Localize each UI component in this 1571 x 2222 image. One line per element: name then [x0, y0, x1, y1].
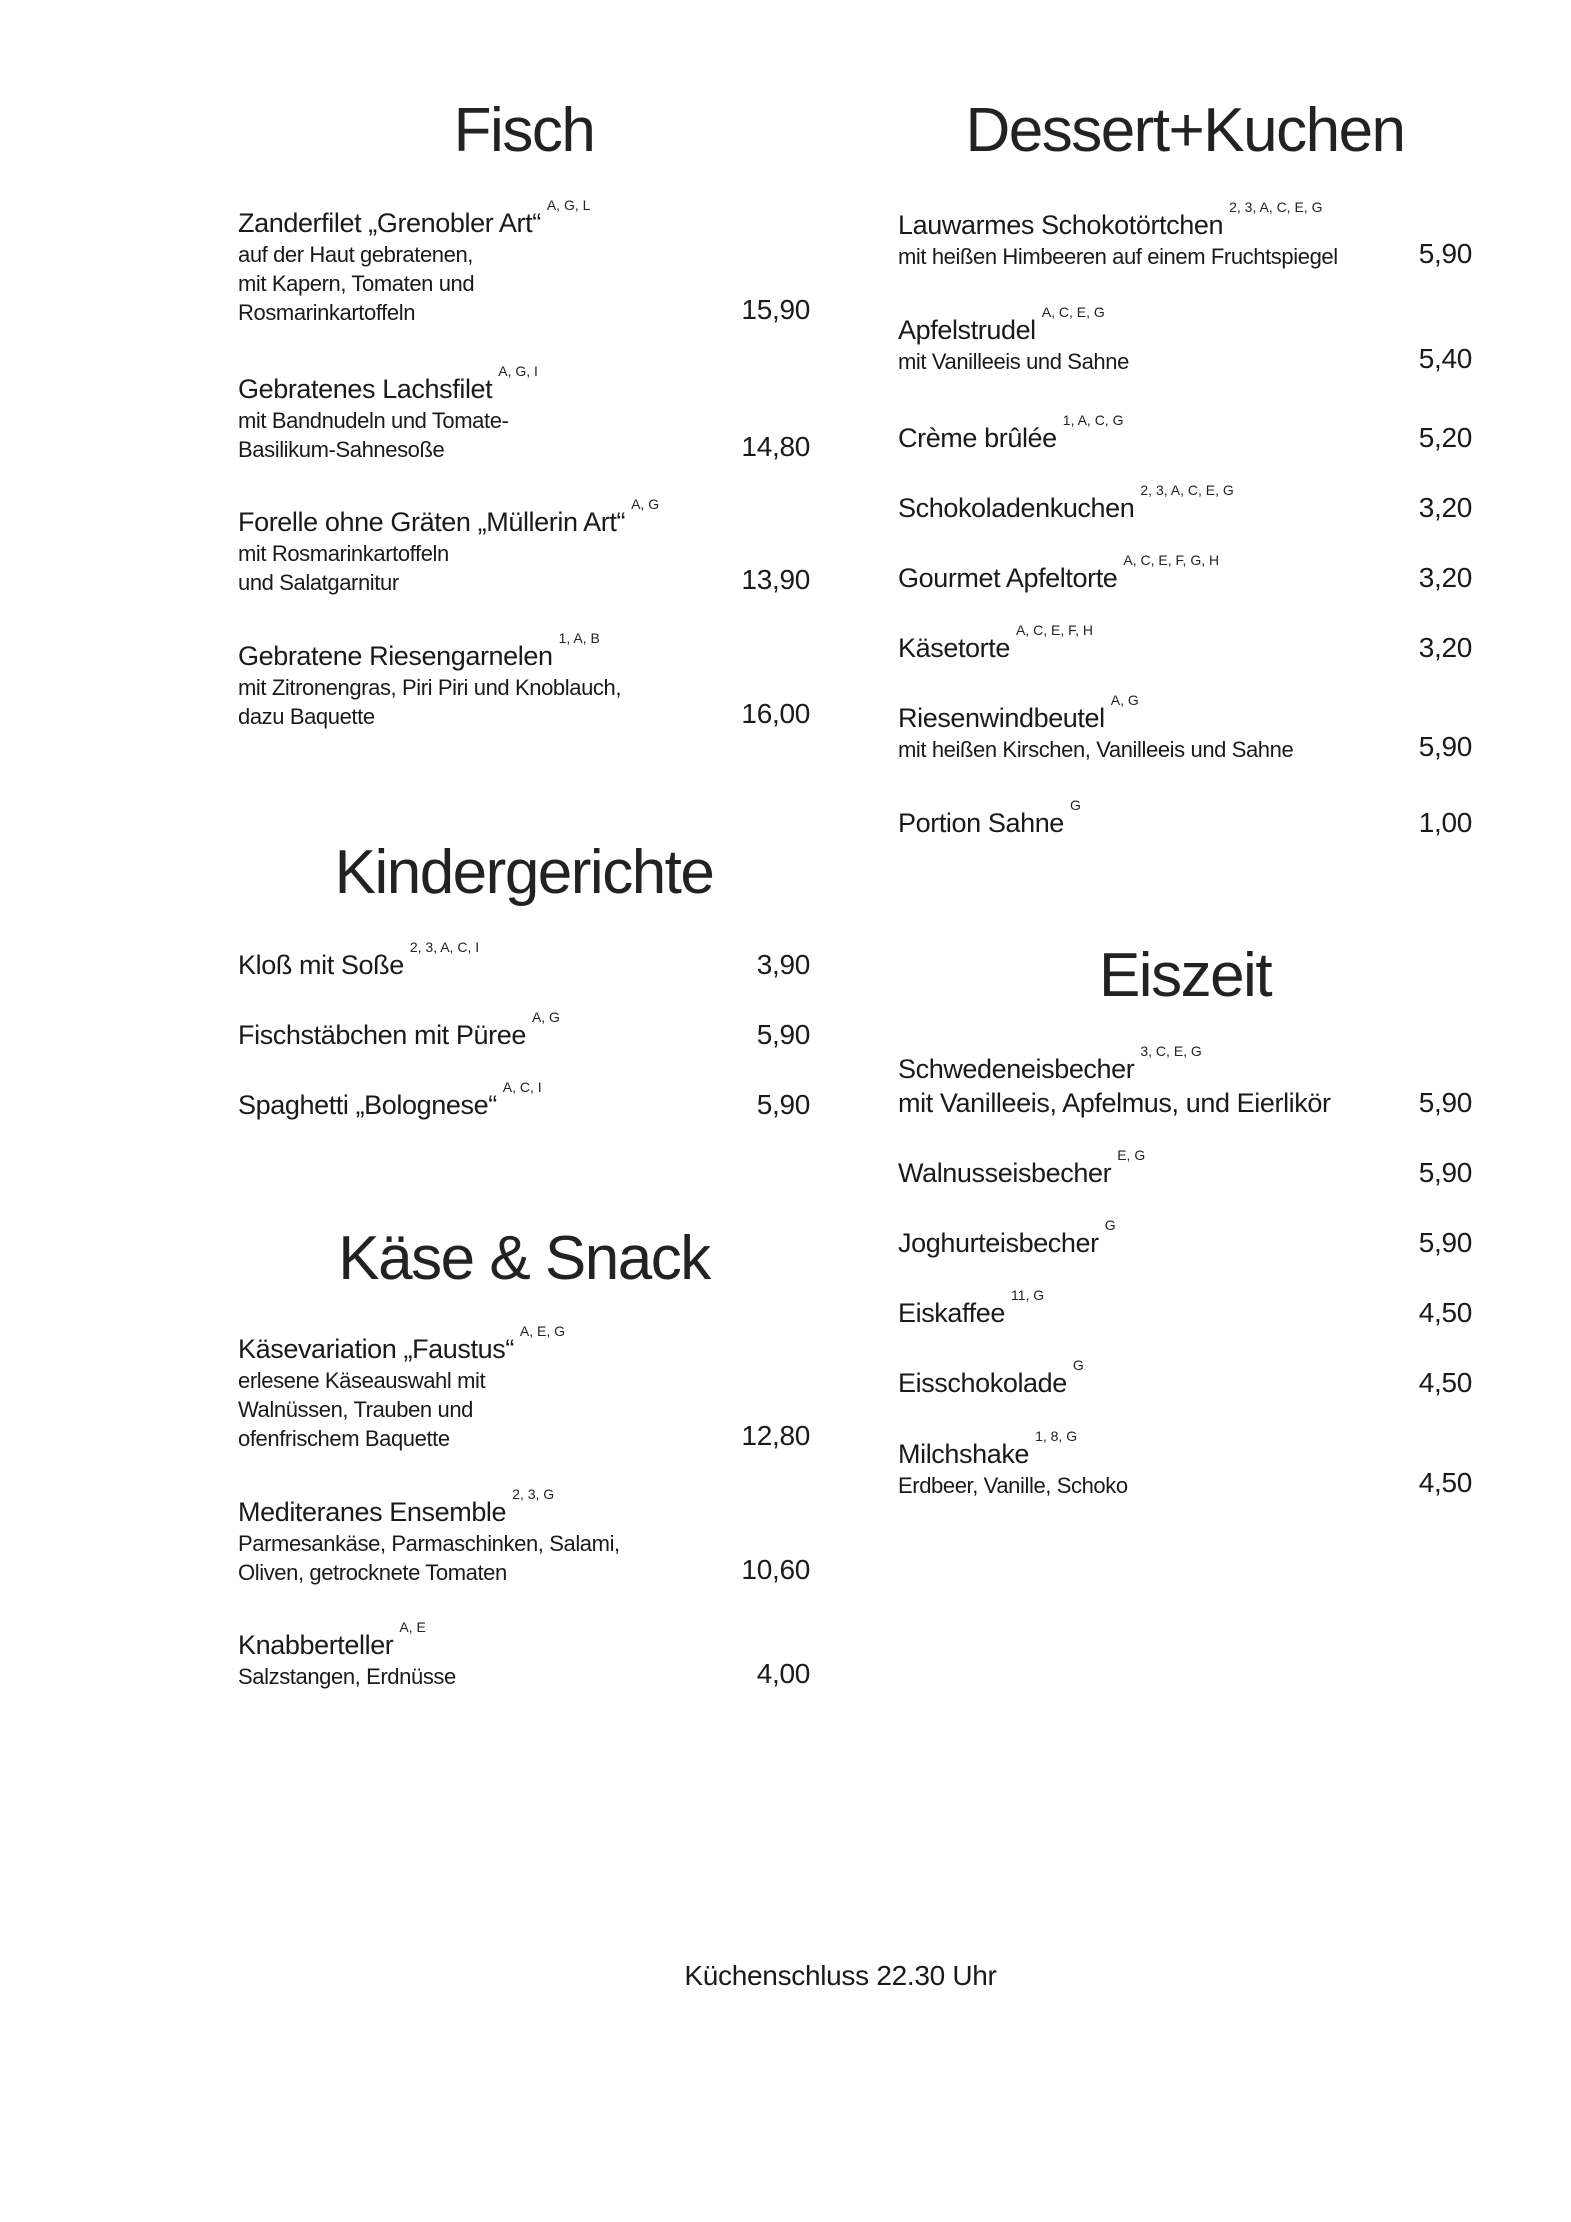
item-desc: mit Rosmarinkartoffeln [238, 541, 449, 566]
menu-item [238, 630, 810, 731]
allergen-codes: 2, 3, A, C, I [409, 939, 480, 955]
item-desc: Rosmarinkartoffeln [238, 300, 416, 325]
item-price: 5,90 [1418, 238, 1472, 269]
allergen-codes: 11, G [1010, 1287, 1045, 1303]
item-name: Schwedeneisbecher3, C, E, G [898, 1052, 1472, 1086]
section-kindergerichte [238, 838, 810, 907]
item-name: Gebratenes LachsfiletA, G, I [238, 372, 810, 406]
section-title-eiszeit: Eiszeit [1098, 941, 1272, 1010]
item-desc: Basilikum-Sahnesoße [238, 437, 445, 462]
allergen-codes: 2, 3, A, C, E, G [1140, 482, 1234, 498]
item-price: 10,60 [741, 1554, 810, 1585]
item-desc: dazu Baquette [238, 704, 375, 729]
menu-item [238, 1619, 810, 1691]
section-title-dessert-kuchen: Dessert+Kuchen [965, 96, 1405, 165]
menu-item [238, 1486, 810, 1587]
item-name: Lauwarmes Schokotörtchen2, 3, A, C, E, G [898, 208, 1472, 242]
item-price: 5,90 [756, 1019, 810, 1050]
menu-item [238, 939, 810, 982]
item-price: 3,20 [1418, 562, 1472, 593]
allergen-codes: A, G [631, 496, 660, 512]
item-price: 5,90 [756, 1089, 810, 1120]
item-name: Eiskaffee11, G [898, 1296, 1472, 1330]
item-name: Zanderfilet „Grenobler Art“A, G, L [238, 206, 810, 240]
item-name: Mediteranes Ensemble2, 3, G [238, 1495, 810, 1529]
item-price: 5,40 [1418, 343, 1472, 374]
menu-item [898, 482, 1472, 525]
section-fisch [238, 96, 810, 165]
item-desc: Walnüssen, Trauben und [238, 1397, 473, 1422]
menu-item [898, 1428, 1472, 1500]
item-desc: mit heißen Himbeeren auf einem Fruchtspiegel [898, 244, 1338, 269]
menu-item [898, 692, 1472, 764]
allergen-codes: G [1069, 797, 1081, 813]
item-price: 4,00 [756, 1658, 810, 1689]
item-name: KnabbertellerA, E [238, 1628, 810, 1662]
item-name: Fischstäbchen mit PüreeA, G [238, 1018, 810, 1052]
item-price: 16,00 [741, 698, 810, 729]
item-name: Portion SahneG [898, 806, 1472, 840]
item-name: Gourmet ApfeltorteA, C, E, F, G, H [898, 561, 1472, 595]
allergen-codes: A, E, G [519, 1323, 566, 1339]
item-desc: mit Vanilleeis, Apfelmus, und Eierlikör [898, 1088, 1331, 1118]
allergen-codes: A, C, I [502, 1079, 542, 1095]
allergen-codes: 1, 8, G [1035, 1428, 1078, 1444]
section-title-kindergerichte: Kindergerichte [334, 838, 714, 907]
item-price: 3,90 [756, 949, 810, 980]
menu-item [238, 1009, 810, 1052]
allergen-codes: A, G [1110, 692, 1139, 708]
menu-item [238, 363, 810, 464]
item-price: 3,20 [1418, 632, 1472, 663]
item-name: Käsevariation „Faustus“A, E, G [238, 1332, 810, 1366]
section-dessert-kuchen [898, 96, 1472, 165]
item-price: 5,20 [1418, 422, 1472, 453]
item-desc: Erdbeer, Vanille, Schoko [898, 1473, 1128, 1498]
item-desc: mit Kapern, Tomaten und [238, 271, 475, 296]
menu-item [238, 197, 810, 327]
menu-item [898, 199, 1472, 271]
item-name: Gebratene Riesengarnelen1, A, B [238, 639, 810, 673]
menu-item [898, 304, 1472, 376]
allergen-codes: A, G, L [546, 197, 591, 213]
item-name: Crème brûlée1, A, C, G [898, 421, 1472, 455]
item-desc: ofenfrischem Baquette [238, 1426, 450, 1451]
allergen-codes: A, C, E, G [1041, 304, 1105, 320]
item-name: JoghurteisbecherG [898, 1226, 1472, 1260]
allergen-codes: 1, A, C, G [1062, 412, 1124, 428]
section-title-kaese-snack: Käse & Snack [338, 1224, 710, 1293]
item-price: 15,90 [741, 294, 810, 325]
item-name: KäsetorteA, C, E, F, H [898, 631, 1472, 665]
item-desc: Salzstangen, Erdnüsse [238, 1664, 456, 1689]
allergen-codes: A, C, E, F, H [1015, 622, 1093, 638]
item-price: 4,50 [1418, 1297, 1472, 1328]
item-desc: Oliven, getrocknete Tomaten [238, 1560, 507, 1585]
item-price: 4,50 [1418, 1467, 1472, 1498]
allergen-codes: G [1104, 1217, 1116, 1233]
menu-item [898, 1147, 1472, 1190]
item-name: Spaghetti „Bolognese“A, C, I [238, 1088, 810, 1122]
allergen-codes: E, G [1117, 1147, 1146, 1163]
item-name: EisschokoladeG [898, 1366, 1472, 1400]
item-name: Forelle ohne Gräten „Müllerin Art“A, G [238, 505, 810, 539]
menu-item [898, 1357, 1472, 1400]
item-price: 5,90 [1418, 1087, 1472, 1118]
item-price: 12,80 [741, 1420, 810, 1451]
item-desc: mit heißen Kirschen, Vanilleeis und Sahne [898, 737, 1294, 762]
item-name: Schokoladenkuchen2, 3, A, C, E, G [898, 491, 1472, 525]
item-desc: erlesene Käseauswahl mit [238, 1368, 486, 1393]
item-name: ApfelstrudelA, C, E, G [898, 313, 1472, 347]
closing-time-note [0, 1960, 1571, 1992]
allergen-codes: 2, 3, A, C, E, G [1229, 199, 1323, 215]
item-price: 5,90 [1418, 731, 1472, 762]
item-desc: mit Zitronengras, Piri Piri und Knoblauch, [238, 675, 622, 700]
item-name: Kloß mit Soße2, 3, A, C, I [238, 948, 810, 982]
item-price: 4,50 [1418, 1367, 1472, 1398]
allergen-codes: 3, C, E, G [1140, 1043, 1202, 1059]
item-price: 3,20 [1418, 492, 1472, 523]
menu-item [898, 412, 1472, 455]
allergen-codes: G [1072, 1357, 1084, 1373]
menu-item [238, 1079, 810, 1122]
menu-item [898, 1287, 1472, 1330]
allergen-codes: 1, A, B [558, 630, 600, 646]
menu-item [898, 552, 1472, 595]
section-kaese-snack [238, 1224, 810, 1293]
allergen-codes: A, G, I [498, 363, 538, 379]
item-name: WalnusseisbecherE, G [898, 1156, 1472, 1190]
menu-item [898, 797, 1472, 840]
allergen-codes: A, E [399, 1619, 426, 1635]
menu-item [898, 1217, 1472, 1260]
allergen-codes: A, G [531, 1009, 560, 1025]
item-name: RiesenwindbeutelA, G [898, 701, 1472, 735]
item-desc: mit Bandnudeln und Tomate- [238, 408, 509, 433]
menu-item [898, 622, 1472, 665]
allergen-codes: A, C, E, F, G, H [1123, 552, 1220, 568]
item-desc: mit Vanilleeis und Sahne [898, 349, 1129, 374]
menu-item [238, 496, 810, 597]
item-desc: Parmesankäse, Parmaschinken, Salami, [238, 1531, 620, 1556]
item-price: 1,00 [1418, 807, 1472, 838]
item-desc: auf der Haut gebratenen, [238, 242, 474, 267]
section-title-fisch: Fisch [453, 96, 595, 165]
item-desc: und Salatgarnitur [238, 570, 399, 595]
allergen-codes: 2, 3, G [512, 1486, 555, 1502]
item-price: 5,90 [1418, 1227, 1472, 1258]
section-eiszeit [898, 941, 1472, 1010]
closing-time-text: Küchenschluss 22.30 Uhr [684, 1960, 997, 1991]
item-price: 5,90 [1418, 1157, 1472, 1188]
item-name: Milchshake1, 8, G [898, 1437, 1472, 1471]
item-price: 13,90 [741, 564, 810, 595]
item-price: 14,80 [741, 431, 810, 462]
menu-item [238, 1323, 810, 1453]
menu-item [898, 1043, 1472, 1120]
